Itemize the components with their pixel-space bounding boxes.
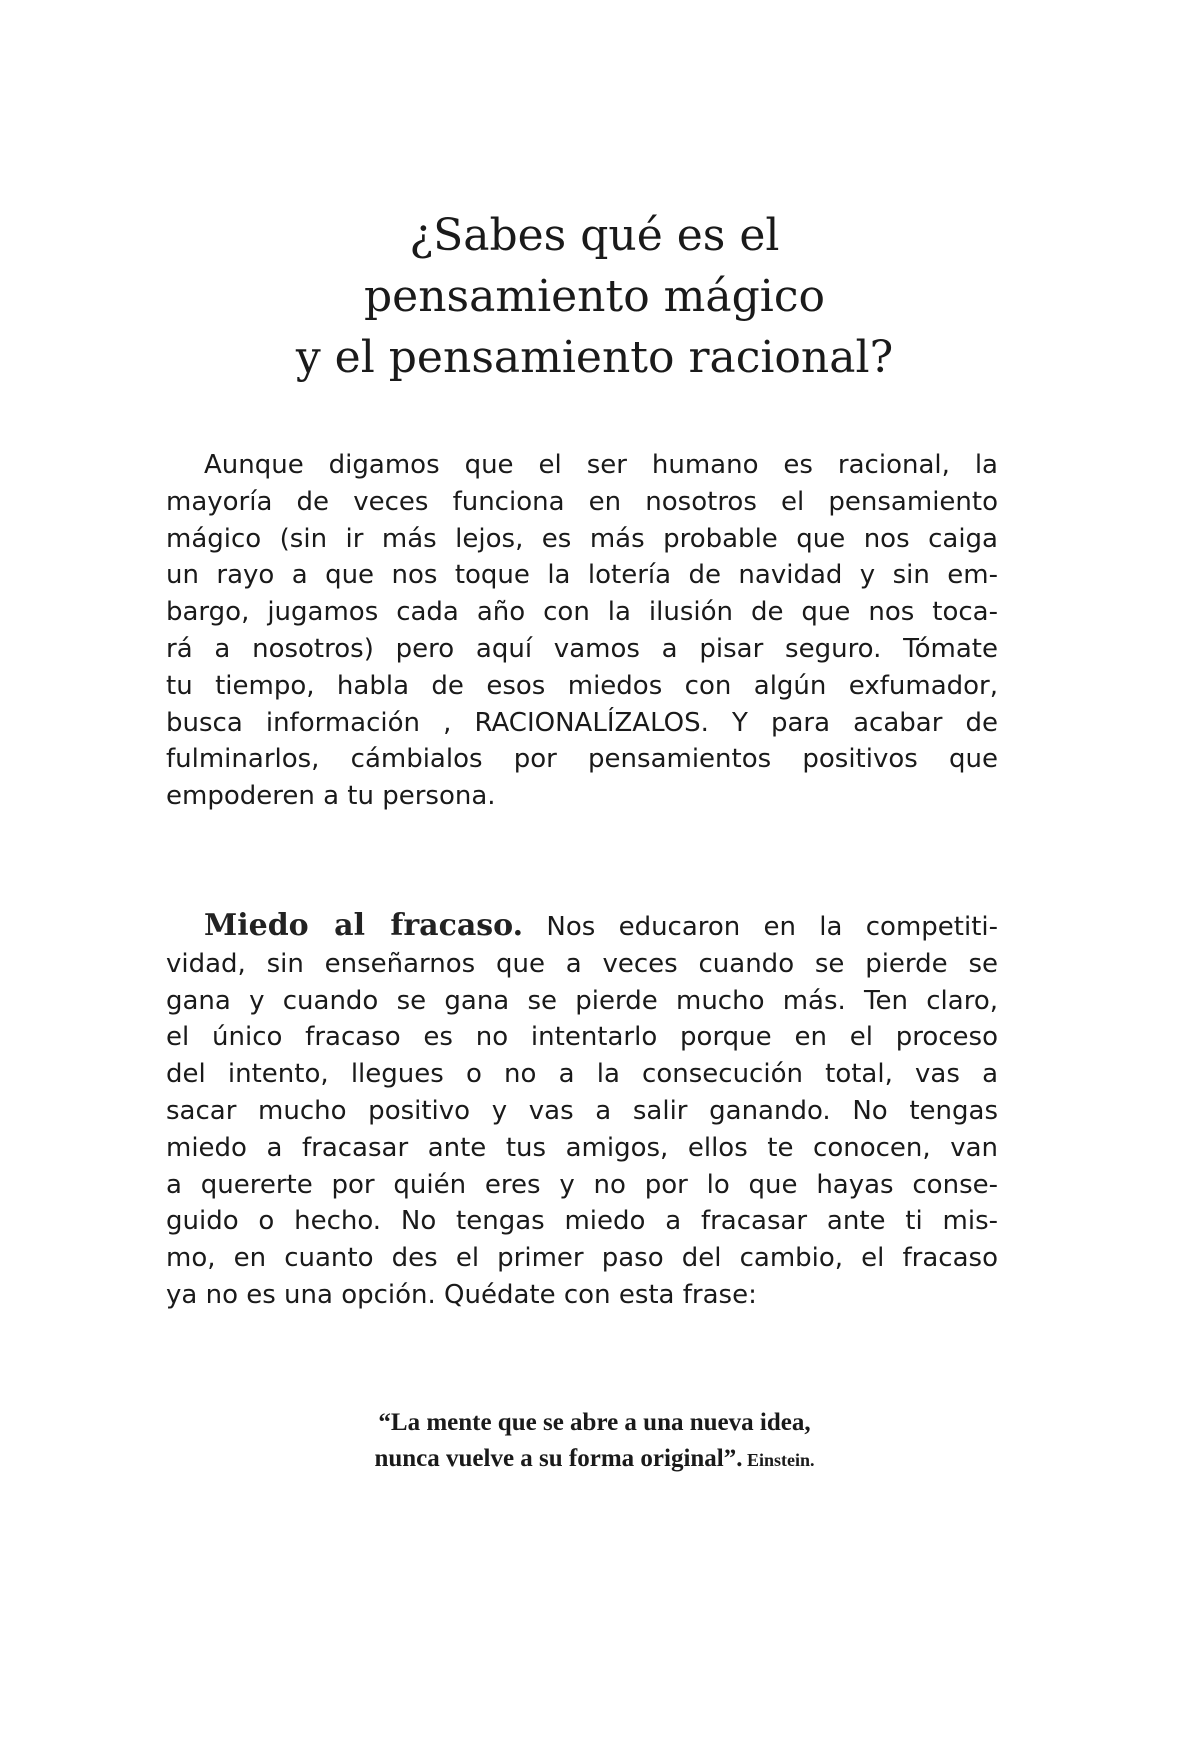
paragraph-fear-of-failure [166,908,998,1314]
paragraph-line: ya no es una opción. Quédate con esta frase: [166,1279,757,1310]
paragraph-line: busca información , RACIONALÍZALOS. Y para acabar de [166,707,998,738]
paragraph-line: el único fracaso es no intentarlo porque en el proceso [166,1022,998,1053]
paragraph-line: vidad, sin enseñarnos que a veces cuando se pierde se [166,948,998,979]
paragraph-line: mo, en cuanto des el primer paso del cambio, el fracaso [166,1243,998,1274]
paragraph-line: del intento, llegues o no a la consecución total, vas a [166,1059,998,1090]
paragraph-line: miedo a fracasar ante tus amigos, ellos te conocen, van [166,1132,998,1163]
paragraph-line: un rayo a que nos toque la lotería de navidad y sin em- [166,560,998,591]
paragraph-magical-thinking [166,447,998,815]
paragraph-line: tu tiempo, habla de esos miedos con algún exfumador, [166,670,998,701]
title-line-3: y el pensamiento racional? [295,332,894,383]
paragraph-first-line [166,908,998,946]
paragraph-line: empoderen a tu persona. [166,781,496,812]
paragraph-line: mágico (sin ir más lejos, es más probable que nos caiga [166,523,998,554]
quote-line-1: “La mente que se abre a una nueva idea, [378,1409,811,1436]
title-line-2: pensamiento mágico [363,271,825,322]
paragraph-line: guido o hecho. No tengas miedo a fracasar ante ti mis- [166,1206,998,1237]
paragraph-line: a quererte por quién eres y no por lo que hayas conse- [166,1169,998,1200]
paragraph-line: rá a nosotros) pero aquí vamos a pisar seguro. Tómate [166,633,998,664]
paragraph-line: Aunque digamos que el ser humano es racional, la [204,450,998,480]
quote-author: Einstein. [742,1450,815,1470]
first-line-text: Nos educaron en la competiti- [523,912,998,942]
paragraph-line: fulminarlos, cámbialos por pensamientos positivos que [166,744,998,775]
paragraph-line: bargo, jugamos cada año con la ilusión de que nos toca- [166,597,998,628]
title-line-1: ¿Sabes qué es el [409,210,780,261]
paragraph-line: sacar mucho positivo y vas a salir ganando. No tengas [166,1095,998,1126]
paragraph-line: mayoría de veces funciona en nosotros el pensamiento [166,486,998,517]
paragraph-line: gana y cuando se gana se pierde mucho más. Ten claro, [166,985,998,1016]
quote-line-2-text: nunca vuelve a su forma original”. [374,1445,743,1472]
einstein-quote [0,1405,1189,1478]
page-title [0,205,1189,388]
section-lead-in: Miedo al fracaso. [204,908,524,943]
quote-line-2 [0,1441,1189,1478]
